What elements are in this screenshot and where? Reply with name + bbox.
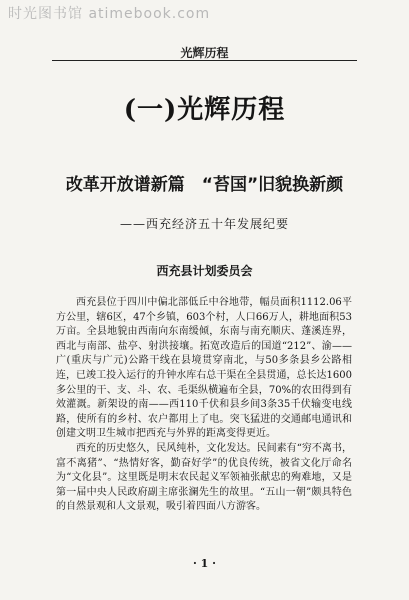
page-number: · 1 · [193, 557, 216, 570]
article-author: 西充县计划委员会 [156, 264, 253, 278]
header-rule [52, 60, 357, 61]
running-header: 光辉历程 [180, 46, 229, 60]
body-paragraph: 西充的历史悠久，民风纯朴，文化发达。民间素有“穷不离书，富不离猪”、“热情好客，勤奋好学”的优良传统，被省文化厅命名为“文化县”。这里既是明末农民起义军领袖张献忠的殉难地，又是第一届中央人民政府副主席张澜先生的故里。“五山一朝”颇具特色的自然景观和人文景观，吸引着四面八方游客。 [56, 442, 352, 513]
article-body [56, 296, 352, 515]
article-title: 改革开放谱新篇 “苔国”旧貌换新颜 [65, 175, 344, 195]
chapter-title: (一)光辉历程 [123, 95, 286, 125]
article-subtitle: ——西充经济五十年发展纪要 [119, 217, 289, 231]
body-paragraph: 西充县位于四川中偏北部低丘中谷地带，幅员面积1112.06平方公里，辖6区，47个乡镇，603个村，人口66万人，耕地面积53万亩。全县地貌由西南向东南缓倾，东南与南充顺庆、蓬溪连界，西北与南部、盐亭、射洪接壤。拓宽改造后的国道“212”、渝——广(重庆与广元)公路干线在县境贯穿南北，与50多条县乡公路相连，已竣工投入运行的升钟水库右总干渠在全县贯通，总长达1600多公里的干、支、斗、农、毛渠纵横遍布全县，70%的农田得到有效灌溉。新架设的南——西110千伏和县乡间3条35千伏输变电线路，使所有的乡村、农户都用上了电。突飞猛进的交通邮电通讯和创建文明卫生城市把西充与外界的距离变得更近。 [56, 297, 352, 440]
watermark: 时光图书馆 atimebook.com [8, 6, 211, 22]
